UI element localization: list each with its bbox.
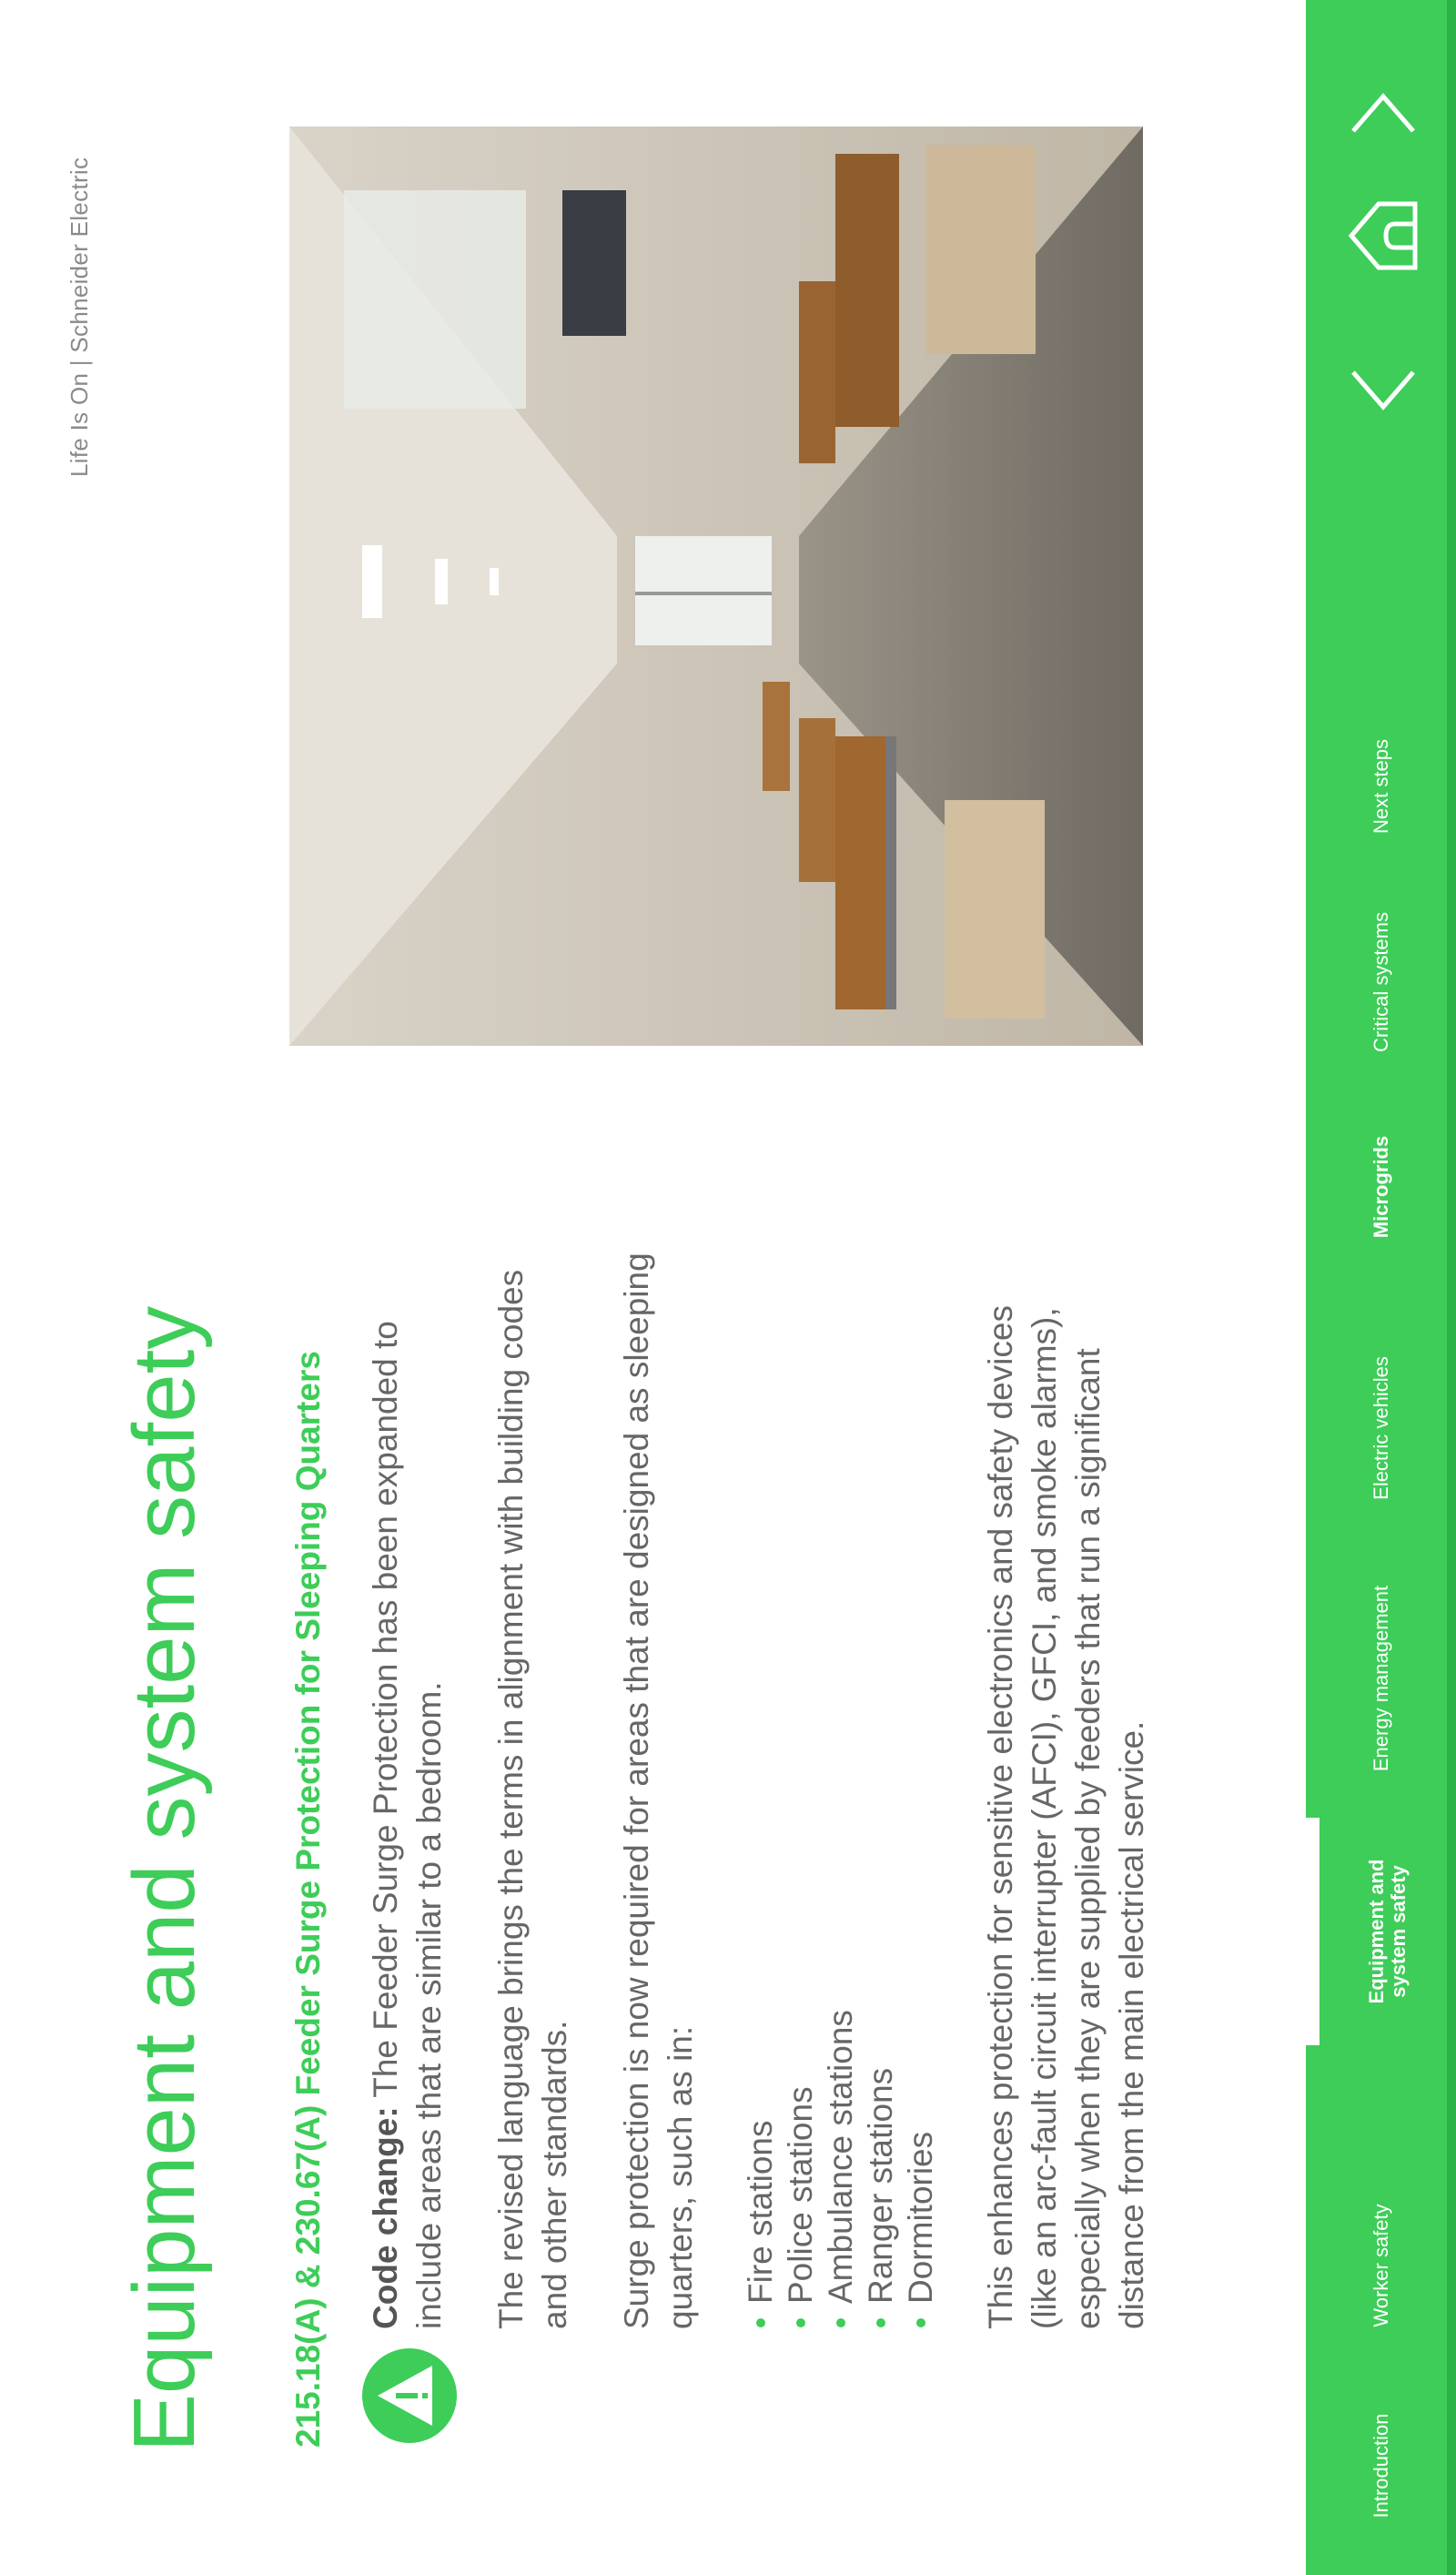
chevron-left-icon[interactable] [1342,345,1424,427]
enhances-protection-paragraph: This enhances protection for sensitive electronics and safety devices (like an arc-fault circuit interrupter (AFCI), GFCI, and smoke alarms), especially when they are supplied by feeders that run a significant distance from the main electrical service. [982,1305,1150,2329]
bullet-icon [916,2318,925,2327]
bullet-icon [756,2318,765,2327]
page-title: Equipment and system safety [116,1305,213,2452]
code-change-text: The Feeder Surge Protection has been expanded to include areas that are similar to a bedroom. [367,1321,448,2329]
list-item: Ambulance stations [821,1237,861,2329]
bottom-navigation-bar [1306,0,1456,2575]
sleeping-quarters-photo [289,127,1143,1046]
list-item: Fire stations [741,1237,781,2329]
nav-tab-electric-vehicles[interactable]: Electric vehicles [1369,1356,1392,1500]
revised-language-paragraph: The revised language brings the terms in alignment with building codes and other standards. [492,1269,573,2329]
bullet-icon [876,2318,885,2327]
warning-icon [359,2346,460,2446]
nav-tab-microgrids[interactable]: Microgrids [1369,1135,1392,1239]
bullet-icon [796,2318,805,2327]
content-body [364,1237,1192,2329]
nav-tab-introduction[interactable]: Introduction [1369,2413,1392,2519]
brand-tagline: Life Is On | Schneider Electric [66,157,93,477]
code-change-paragraph [364,1237,451,2329]
nav-tab-equipment-and-system-safety[interactable]: Equipment and system safety [1301,1818,1456,2045]
locations-list [741,1237,941,2329]
list-item: Police stations [781,1237,821,2329]
list-item: Dormitories [901,1237,941,2329]
home-icon[interactable] [1342,195,1424,277]
nav-tab-energy-management[interactable]: Energy management [1369,1585,1392,1772]
surge-required-paragraph: Surge protection is now required for areas that are designed as sleeping quarters, such as in: [618,1252,699,2329]
code-change-label: Code change: [367,2106,404,2329]
nav-bottom-stripe [1447,0,1456,2575]
nav-tab-next-steps[interactable]: Next steps [1369,739,1392,834]
section-subtitle: 215.18(A) & 230.67(A) Feeder Surge Protection for Sleeping Quarters [289,1351,327,2448]
bullet-icon [836,2318,845,2327]
list-item: Ranger stations [861,1237,901,2329]
chevron-right-icon[interactable] [1342,76,1424,158]
nav-tab-worker-safety[interactable]: Worker safety [1369,2204,1392,2327]
nav-tab-critical-systems[interactable]: Critical systems [1369,912,1392,1053]
